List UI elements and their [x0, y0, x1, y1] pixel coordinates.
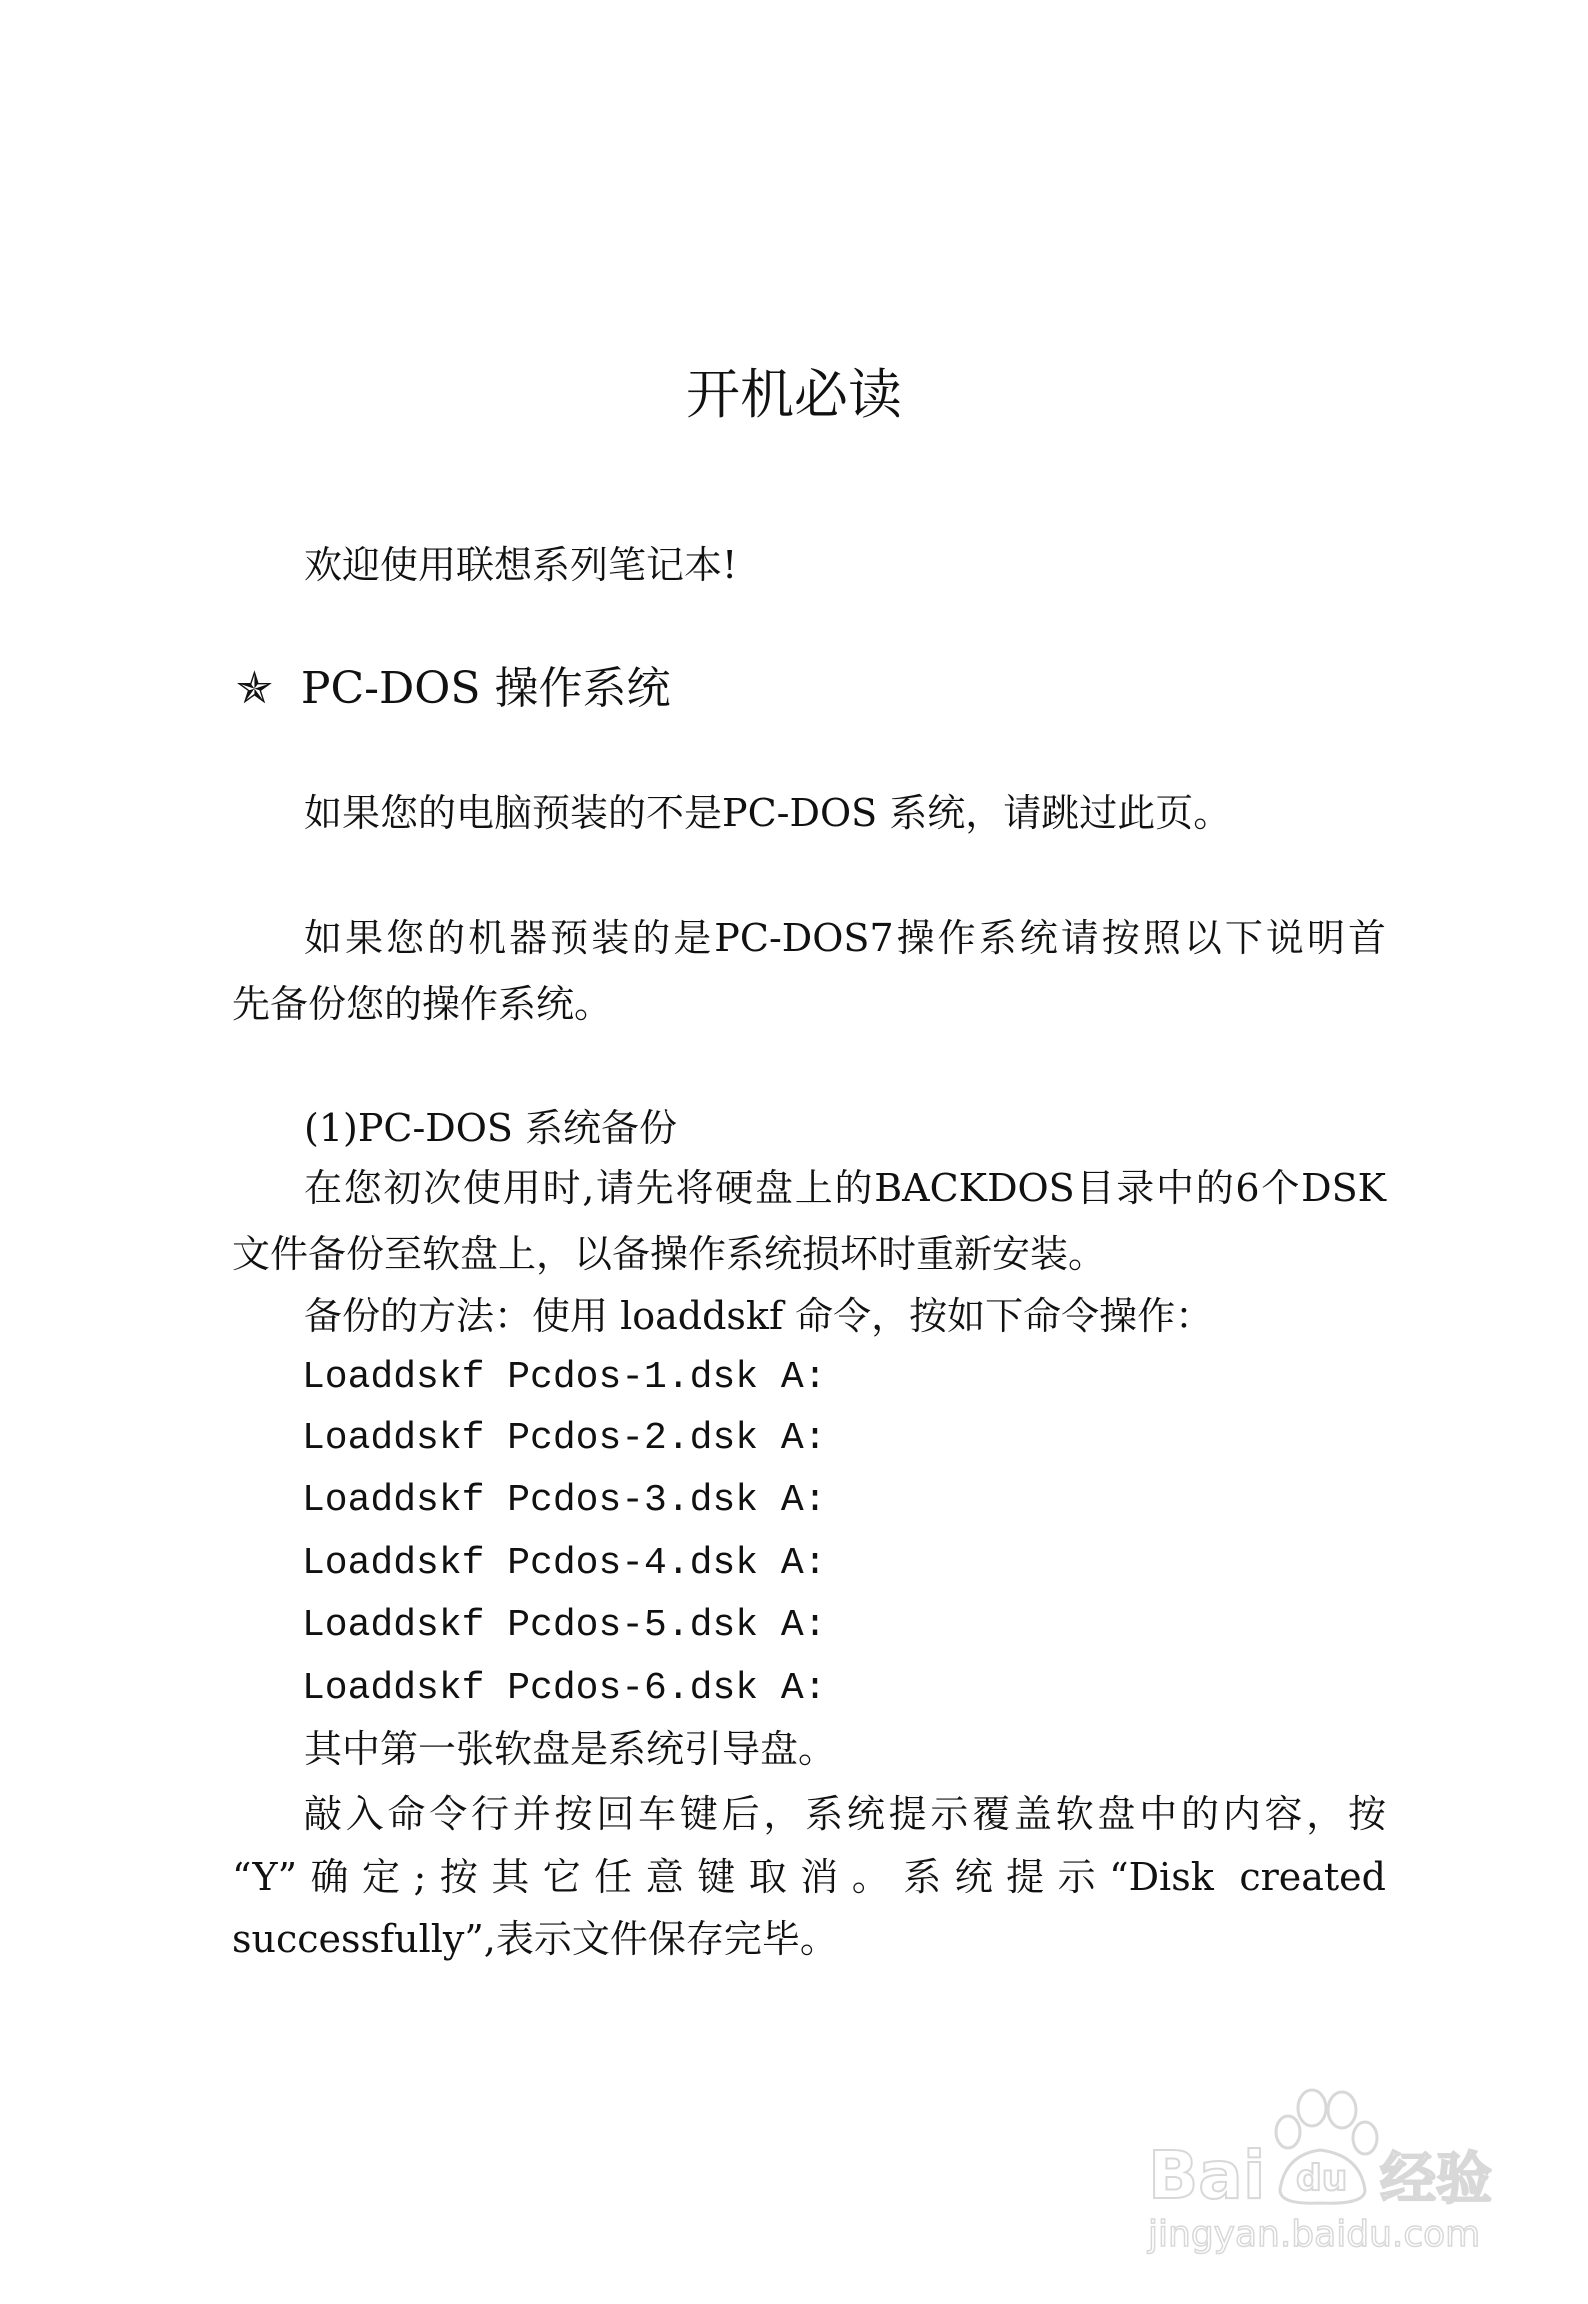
svg-text:经验: 经验	[1380, 2147, 1492, 2212]
command-line: Loaddskf Pcdos-6.dsk A:	[302, 1667, 827, 1710]
section-heading	[236, 658, 671, 720]
paragraph: “Y”确定;按其它任意键取消。系统提示“Disk created	[232, 1855, 1386, 1899]
command-line: Loaddskf Pcdos-4.dsk A:	[302, 1542, 827, 1585]
paragraph: 先备份您的操作系统。	[232, 982, 613, 1026]
welcome-text: 欢迎使用联想系列笔记本!	[304, 543, 738, 587]
paragraph: 如果您的电脑预装的不是PC-DOS 系统，请跳过此页。	[304, 791, 1232, 835]
command-line: Loaddskf Pcdos-1.dsk A:	[302, 1356, 827, 1399]
paragraph: 在您初次使用时,请先将硬盘上的BACKDOS目录中的6个DSK	[304, 1166, 1386, 1210]
paragraph: 文件备份至软盘上，以备操作系统损坏时重新安装。	[232, 1232, 1107, 1276]
command-line: Loaddskf Pcdos-2.dsk A:	[302, 1417, 827, 1460]
svg-text:Bai: Bai	[1148, 2137, 1266, 2214]
subheading: (1)PC-DOS 系统备份	[304, 1106, 678, 1150]
command-line: Loaddskf Pcdos-3.dsk A:	[302, 1479, 827, 1522]
paragraph: 其中第一张软盘是系统引导盘。	[304, 1727, 837, 1771]
command-line: Loaddskf Pcdos-5.dsk A:	[302, 1604, 827, 1647]
star-icon: ✯	[236, 663, 273, 714]
svg-text:du: du	[1296, 2158, 1348, 2199]
paragraph: 如果您的机器预装的是PC-DOS7操作系统请按照以下说明首	[304, 916, 1386, 960]
baidu-watermark	[1120, 2060, 1520, 2260]
svg-text:jingyan.baidu.com: jingyan.baidu.com	[1148, 2214, 1481, 2255]
paragraph: 敲入命令行并按回车键后，系统提示覆盖软盘中的内容，按	[304, 1792, 1386, 1836]
paragraph: 备份的方法：使用 loaddskf 命令，按如下命令操作：	[304, 1294, 1214, 1338]
baidu-paw-logo-icon	[1120, 2060, 1520, 2260]
section-heading-text: PC-DOS 操作系统	[300, 663, 671, 714]
paragraph: successfully”,表示文件保存完毕。	[232, 1917, 838, 1961]
page-title: 开机必读	[686, 363, 902, 426]
